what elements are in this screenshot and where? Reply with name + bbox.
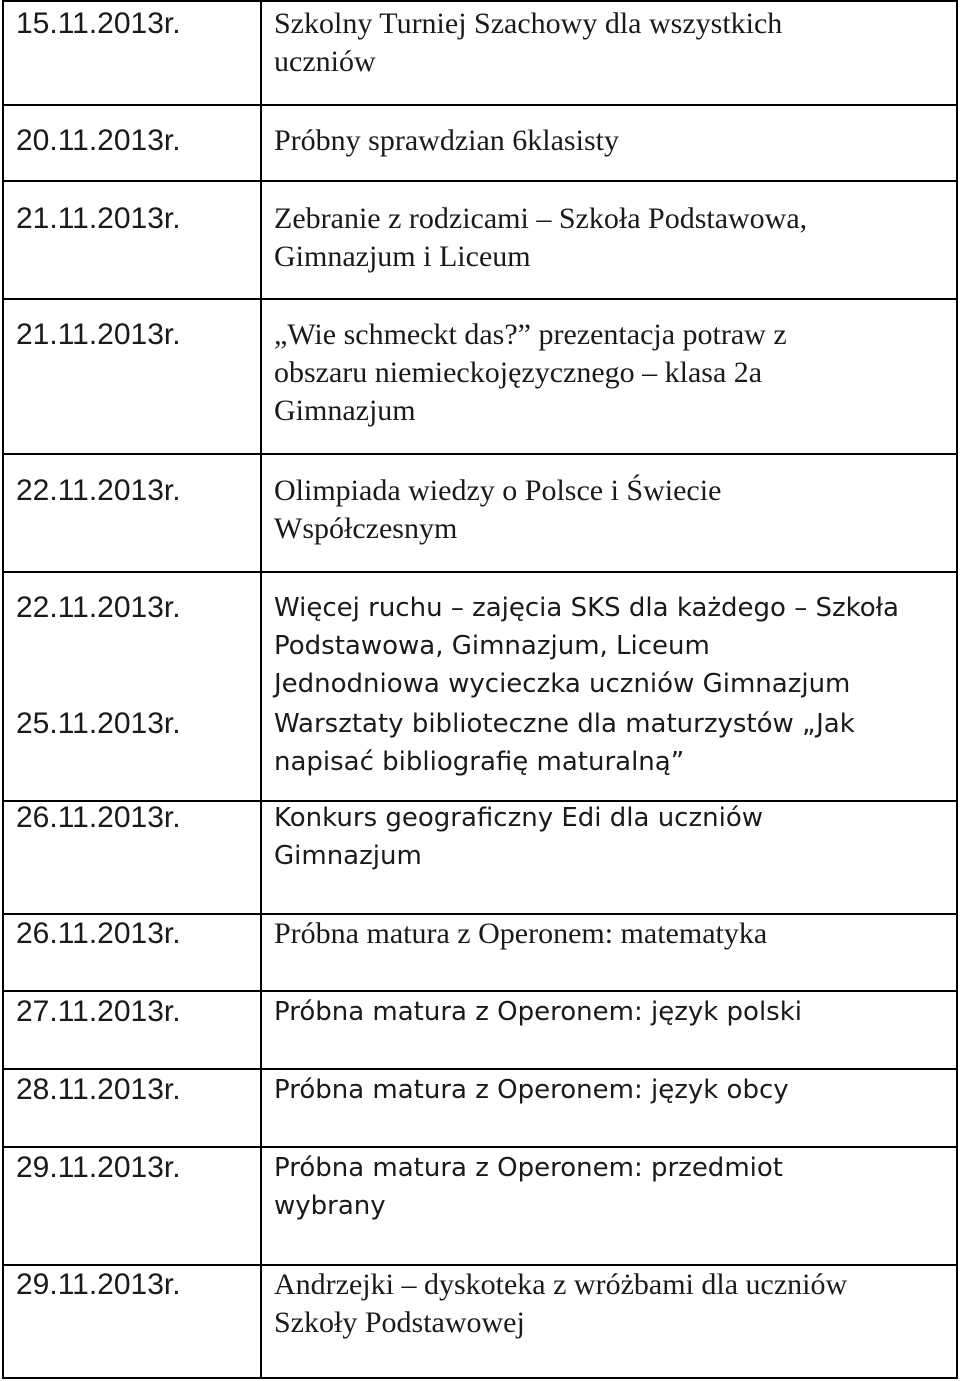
row-date: 22.11.2013r. xyxy=(16,474,181,507)
row-date: 26.11.2013r. xyxy=(16,801,181,834)
row-event-line: Więcej ruchu – zajęcia SKS dla każdego – Szkoła xyxy=(274,593,899,623)
row-event-line: uczniów xyxy=(274,45,376,78)
column-divider xyxy=(260,0,262,1379)
row-event-line: Współczesnym xyxy=(274,512,458,545)
row-date: 29.11.2013r. xyxy=(16,1268,181,1301)
row-event-line: napisać bibliografię maturalną” xyxy=(274,747,685,777)
row-event-line: wybrany xyxy=(274,1191,386,1221)
row-event-line: Andrzejki – dyskoteka z wróżbami dla uczniów xyxy=(274,1268,848,1301)
row-event-line: Gimnazjum xyxy=(274,394,416,427)
row-event-line: obszaru niemieckojęzycznego – klasa 2a xyxy=(274,356,763,389)
row-date: 26.11.2013r. xyxy=(16,917,181,950)
row-divider xyxy=(2,453,958,455)
row-date: 27.11.2013r. xyxy=(16,995,181,1028)
row-date: 21.11.2013r. xyxy=(16,202,181,235)
row-date: 28.11.2013r. xyxy=(16,1073,181,1106)
row-event-line: Próbny sprawdzian 6klasisty xyxy=(274,124,619,157)
row-event-line: Próbna matura z Operonem: język obcy xyxy=(274,1075,789,1105)
row-divider xyxy=(2,1068,958,1070)
row-event-line: Gimnazjum i Liceum xyxy=(274,240,531,273)
row-event-line: Olimpiada wiedzy o Polsce i Świecie xyxy=(274,474,722,507)
row-date: 25.11.2013r. xyxy=(16,707,181,740)
row-date: 29.11.2013r. xyxy=(16,1151,181,1184)
row-divider xyxy=(2,180,958,182)
row-divider xyxy=(2,1146,958,1148)
row-divider xyxy=(2,298,958,300)
row-event-line: Próbna matura z Operonem: matematyka xyxy=(274,917,768,950)
row-event-line: Gimnazjum xyxy=(274,841,422,871)
row-divider xyxy=(2,104,958,106)
row-event-line: Próbna matura z Operonem: przedmiot xyxy=(274,1153,783,1183)
row-event-line: Konkurs geograficzny Edi dla uczniów xyxy=(274,803,763,833)
row-event-line: Jednodniowa wycieczka uczniów Gimnazjum xyxy=(274,669,851,699)
table-border-left xyxy=(2,0,4,1379)
row-date: 20.11.2013r. xyxy=(16,124,181,157)
row-date: 21.11.2013r. xyxy=(16,318,181,351)
row-event-line: Szkolny Turniej Szachowy dla wszystkich xyxy=(274,7,783,40)
row-event-line: Szkoły Podstawowej xyxy=(274,1306,525,1339)
table-border-bottom xyxy=(2,1377,958,1379)
row-date: 22.11.2013r. xyxy=(16,591,181,624)
row-date: 15.11.2013r. xyxy=(16,7,181,40)
table-border-top xyxy=(2,0,958,2)
row-event-line: Zebranie z rodzicami – Szkoła Podstawowa, xyxy=(274,202,808,235)
row-divider xyxy=(2,990,958,992)
row-event-line: Podstawowa, Gimnazjum, Liceum xyxy=(274,631,710,661)
row-divider xyxy=(2,571,958,573)
row-event-line: Warsztaty biblioteczne dla maturzystów „Jak xyxy=(274,709,855,739)
row-event-line: Próbna matura z Operonem: język polski xyxy=(274,997,803,1027)
row-event-line: „Wie schmeckt das?” prezentacja potraw z xyxy=(274,318,787,351)
table-border-right xyxy=(956,0,958,1379)
